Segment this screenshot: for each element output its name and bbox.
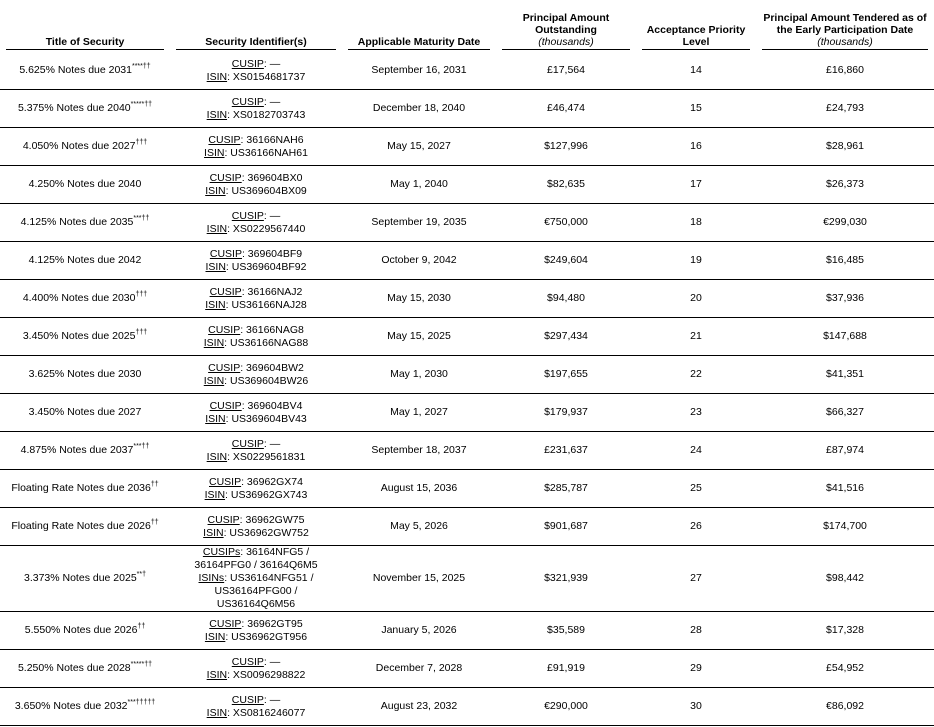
table-row: [0, 432, 934, 470]
isin-label: ISIN: [204, 630, 226, 643]
priority-level: 20: [636, 280, 756, 318]
priority-level: 24: [636, 432, 756, 470]
header-priority: Acceptance Priority Level: [636, 12, 756, 52]
identifier-cell: [170, 650, 342, 688]
security-title: 3.650% Notes due 2032: [14, 700, 128, 712]
priority-level: 19: [636, 242, 756, 280]
priority-level: 25: [636, 470, 756, 508]
identifier-cell: [170, 242, 342, 280]
cusip-value: : 36962GW75: [239, 513, 305, 526]
table-row: [0, 546, 934, 612]
cusip-value: : —: [263, 95, 281, 108]
cusip-label: CUSIP: [231, 95, 264, 108]
security-title: Floating Rate Notes due 2026: [11, 520, 151, 532]
security-title-cell: [0, 242, 170, 280]
footnote-marker: ***††: [133, 215, 150, 222]
cusip-value: : —: [263, 437, 281, 450]
principal-outstanding: £17,564: [496, 52, 636, 90]
maturity-date: September 19, 2035: [342, 204, 496, 242]
table-row: [0, 612, 934, 650]
isin-label: ISIN: [206, 450, 228, 463]
security-title: 3.373% Notes due 2025: [23, 572, 137, 584]
cusip-value: : 36166NAJ2: [241, 285, 303, 298]
cusip-label: CUSIP: [208, 133, 241, 146]
identifier-cell: [170, 128, 342, 166]
isin-label: ISIN: [206, 668, 228, 681]
table-row: [0, 280, 934, 318]
cusip-value: : 36166NAH6: [240, 133, 304, 146]
isin-value: : US36166NAH61: [224, 146, 308, 159]
principal-tendered: €86,092: [756, 688, 934, 726]
isin-value: : XS0816246077: [227, 706, 306, 719]
security-title-cell: [0, 356, 170, 394]
priority-level: 17: [636, 166, 756, 204]
cusip-value: : —: [263, 693, 281, 706]
identifier-cell: [170, 90, 342, 128]
priority-level: 22: [636, 356, 756, 394]
security-title-cell: [0, 650, 170, 688]
principal-tendered: €299,030: [756, 204, 934, 242]
identifier-cell: [170, 470, 342, 508]
identifier-cell: [170, 432, 342, 470]
table-row: [0, 166, 934, 204]
isin-value: : XS0229567440: [227, 222, 306, 235]
isin-label: ISIN: [205, 260, 226, 273]
isin-value: : XS0096298822: [227, 668, 306, 681]
principal-tendered: $147,688: [756, 318, 934, 356]
isin-value: : US369604BV43: [225, 412, 307, 425]
isin-label: ISIN: [206, 706, 228, 719]
cusip-label: CUSIP: [231, 437, 264, 450]
security-title: 5.625% Notes due 2031: [19, 64, 132, 76]
cusip-label: CUSIP: [231, 655, 264, 668]
security-title: 5.250% Notes due 2028: [17, 662, 131, 674]
security-title-cell: [0, 394, 170, 432]
security-title-cell: [0, 612, 170, 650]
cusip-value: : 36962GT95: [241, 617, 303, 630]
cusip-label: CUSIP: [209, 171, 242, 184]
principal-tendered: £54,952: [756, 650, 934, 688]
isin-value: : XS0182703743: [227, 108, 306, 121]
table-row: [0, 470, 934, 508]
principal-outstanding: $297,434: [496, 318, 636, 356]
maturity-date: December 7, 2028: [342, 650, 496, 688]
identifier-cell: [170, 612, 342, 650]
security-title: Floating Rate Notes due 2036: [11, 482, 151, 494]
principal-outstanding: $901,687: [496, 508, 636, 546]
securities-table: [0, 12, 934, 726]
isin-value: : US369604BX09: [225, 184, 307, 197]
table-row: [0, 318, 934, 356]
cusip-value: : 369604BW2: [240, 361, 304, 374]
footnote-marker: *****††: [130, 661, 153, 668]
principal-outstanding: $249,604: [496, 242, 636, 280]
cusip-label: CUSIP: [209, 247, 242, 260]
footnote-marker: ††: [137, 623, 146, 630]
principal-tendered: $41,516: [756, 470, 934, 508]
maturity-date: November 15, 2025: [342, 546, 496, 612]
principal-tendered: $17,328: [756, 612, 934, 650]
security-title: 5.375% Notes due 2040: [17, 102, 131, 114]
maturity-date: May 1, 2030: [342, 356, 496, 394]
isin-value: : US36962GW752: [223, 526, 309, 539]
identifier-cell: [170, 166, 342, 204]
principal-tendered: £24,793: [756, 90, 934, 128]
footnote-marker: †††: [135, 291, 148, 298]
header-maturity: Applicable Maturity Date: [342, 12, 496, 52]
table-row: [0, 128, 934, 166]
maturity-date: September 16, 2031: [342, 52, 496, 90]
principal-tendered: $41,351: [756, 356, 934, 394]
maturity-date: August 15, 2036: [342, 470, 496, 508]
priority-level: 30: [636, 688, 756, 726]
principal-outstanding: $321,939: [496, 546, 636, 612]
security-title: 4.250% Notes due 2040: [28, 178, 142, 190]
principal-tendered: $66,327: [756, 394, 934, 432]
footnote-marker: ††: [150, 481, 159, 488]
table-row: [0, 508, 934, 546]
identifier-cell: [170, 546, 342, 612]
table-row: [0, 394, 934, 432]
cusip-label: CUSIP: [208, 361, 241, 374]
principal-outstanding: $179,937: [496, 394, 636, 432]
table-row: [0, 650, 934, 688]
identifier-cell: [170, 280, 342, 318]
maturity-date: January 5, 2026: [342, 612, 496, 650]
identifier-cell: [170, 318, 342, 356]
security-title-cell: [0, 470, 170, 508]
security-title-cell: [0, 280, 170, 318]
isin-label: ISIN: [205, 298, 226, 311]
isin-value: : US36962GT956: [225, 630, 308, 643]
isin-label: ISIN: [205, 412, 226, 425]
isin-value: : US36166NAJ28: [225, 298, 307, 311]
footnote-marker: **†: [136, 571, 146, 578]
isin-label: ISIN: [203, 336, 225, 349]
footnote-marker: ***†††††: [127, 699, 156, 706]
security-title-cell: [0, 90, 170, 128]
isin-label: ISIN: [203, 374, 225, 387]
cusip-label: CUSIP: [231, 693, 264, 706]
identifier-cell: [170, 52, 342, 90]
security-title: 4.125% Notes due 2035: [20, 216, 134, 228]
security-title-cell: [0, 508, 170, 546]
cusip-label: CUSIP: [231, 57, 264, 70]
maturity-date: October 9, 2042: [342, 242, 496, 280]
security-title-cell: [0, 546, 170, 612]
cusip-label: CUSIP: [208, 323, 241, 336]
cusip-label: CUSIP: [209, 399, 242, 412]
security-title: 4.400% Notes due 2030: [22, 292, 136, 304]
isin-label: ISINs: [198, 572, 225, 584]
header-outstanding: Principal Amount Outstanding (thousands): [496, 12, 636, 52]
principal-tendered: $28,961: [756, 128, 934, 166]
principal-outstanding: $127,996: [496, 128, 636, 166]
cusip-value: : —: [263, 209, 281, 222]
maturity-date: May 15, 2027: [342, 128, 496, 166]
isin-value: : XS0229561831: [227, 450, 306, 463]
principal-outstanding: €750,000: [496, 204, 636, 242]
cusip-value: : 36166NAG8: [240, 323, 304, 336]
maturity-date: August 23, 2032: [342, 688, 496, 726]
identifier-cell: [170, 688, 342, 726]
priority-level: 29: [636, 650, 756, 688]
maturity-date: May 5, 2026: [342, 508, 496, 546]
priority-level: 28: [636, 612, 756, 650]
principal-tendered: $37,936: [756, 280, 934, 318]
cusip-label: CUSIP: [209, 475, 242, 488]
cusip-value: : 36164NFG5 / 36164PFG0 / 36164Q6M5: [194, 546, 318, 571]
footnote-marker: ****††: [131, 63, 151, 70]
identifier-cell: [170, 204, 342, 242]
security-title-cell: [0, 128, 170, 166]
principal-outstanding: $94,480: [496, 280, 636, 318]
isin-label: ISIN: [206, 222, 228, 235]
isin-value: : XS0154681737: [227, 70, 306, 83]
maturity-date: May 1, 2040: [342, 166, 496, 204]
cusip-value: : —: [263, 655, 281, 668]
maturity-date: May 15, 2030: [342, 280, 496, 318]
table-row: [0, 688, 934, 726]
maturity-date: May 1, 2027: [342, 394, 496, 432]
isin-label: ISIN: [206, 70, 228, 83]
maturity-date: May 15, 2025: [342, 318, 496, 356]
isin-label: ISIN: [204, 488, 226, 501]
table-row: [0, 356, 934, 394]
security-title: 3.625% Notes due 2030: [28, 368, 142, 380]
security-title-cell: [0, 166, 170, 204]
cusip-label: CUSIP: [209, 285, 242, 298]
security-title-cell: [0, 688, 170, 726]
footnote-marker: ***††: [133, 443, 150, 450]
principal-outstanding: $35,589: [496, 612, 636, 650]
header-tendered: Principal Amount Tendered as of the Early Participation Date (thousands): [763, 12, 927, 48]
principal-outstanding: €290,000: [496, 688, 636, 726]
security-title-cell: [0, 318, 170, 356]
security-title: 4.050% Notes due 2027: [22, 140, 136, 152]
security-title: 5.550% Notes due 2026: [24, 624, 138, 636]
cusip-label: CUSIPs: [202, 546, 241, 558]
priority-level: 21: [636, 318, 756, 356]
priority-level: 18: [636, 204, 756, 242]
cusip-label: CUSIP: [209, 617, 242, 630]
cusip-label: CUSIP: [231, 209, 264, 222]
principal-tendered: $174,700: [756, 508, 934, 546]
principal-tendered: $16,485: [756, 242, 934, 280]
priority-level: 16: [636, 128, 756, 166]
principal-tendered: $98,442: [756, 546, 934, 612]
table-row: [0, 52, 934, 90]
principal-tendered: $26,373: [756, 166, 934, 204]
security-title-cell: [0, 52, 170, 90]
header-title: Title of Security: [0, 12, 170, 52]
security-title: 4.125% Notes due 2042: [28, 254, 142, 266]
principal-outstanding: £46,474: [496, 90, 636, 128]
priority-level: 23: [636, 394, 756, 432]
table-row: [0, 90, 934, 128]
cusip-value: : 36962GX74: [241, 475, 303, 488]
isin-label: ISIN: [204, 146, 225, 159]
cusip-value: : —: [263, 57, 281, 70]
isin-label: ISIN: [205, 184, 226, 197]
security-title-cell: [0, 204, 170, 242]
principal-tendered: £87,974: [756, 432, 934, 470]
cusip-value: : 369604BX0: [241, 171, 303, 184]
cusip-value: : 369604BV4: [241, 399, 303, 412]
isin-value: : US36166NAG88: [224, 336, 309, 349]
cusip-label: CUSIP: [207, 513, 240, 526]
isin-value: : US36962GX743: [225, 488, 308, 501]
footnote-marker: ††: [150, 519, 159, 526]
footnote-marker: *****††: [130, 101, 153, 108]
security-title: 4.875% Notes due 2037: [20, 444, 134, 456]
principal-outstanding: $285,787: [496, 470, 636, 508]
isin-value: : US369604BF92: [225, 260, 307, 273]
cusip-value: : 369604BF9: [241, 247, 303, 260]
isin-value: : US369604BW26: [224, 374, 309, 387]
maturity-date: December 18, 2040: [342, 90, 496, 128]
security-title-cell: [0, 432, 170, 470]
principal-outstanding: £91,919: [496, 650, 636, 688]
header-identifier: Security Identifier(s): [170, 12, 342, 52]
priority-level: 27: [636, 546, 756, 612]
priority-level: 15: [636, 90, 756, 128]
security-title: 3.450% Notes due 2025: [22, 330, 136, 342]
security-title: 3.450% Notes due 2027: [28, 406, 142, 418]
isin-label: ISIN: [206, 108, 228, 121]
footnote-marker: †††: [135, 139, 148, 146]
principal-tendered: £16,860: [756, 52, 934, 90]
principal-outstanding: £231,637: [496, 432, 636, 470]
priority-level: 26: [636, 508, 756, 546]
principal-outstanding: $197,655: [496, 356, 636, 394]
footnote-marker: †††: [135, 329, 148, 336]
table-body: [0, 52, 934, 726]
isin-label: ISIN: [203, 526, 224, 539]
table-row: [0, 204, 934, 242]
isin-value: : US36164NFG51 / US36164PFG00 / US36164Q6M56: [214, 572, 314, 610]
identifier-cell: [170, 508, 342, 546]
table-row: [0, 242, 934, 280]
maturity-date: September 18, 2037: [342, 432, 496, 470]
identifier-cell: [170, 356, 342, 394]
principal-outstanding: $82,635: [496, 166, 636, 204]
identifier-cell: [170, 394, 342, 432]
table-header: [0, 12, 934, 52]
priority-level: 14: [636, 52, 756, 90]
